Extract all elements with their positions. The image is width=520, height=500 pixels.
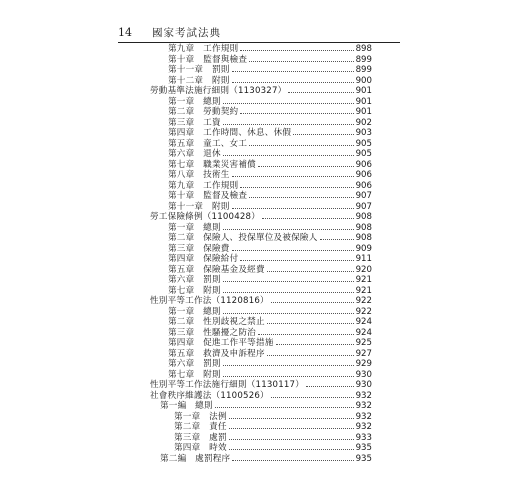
toc-entry-page: 920 bbox=[355, 264, 372, 275]
toc-entry bbox=[150, 170, 372, 181]
dot-leader bbox=[223, 103, 354, 104]
dot-leader bbox=[267, 271, 354, 272]
toc-entry-label: 第七章 附則 bbox=[168, 369, 221, 380]
dot-leader bbox=[249, 61, 353, 62]
toc-entry-label: 第一章 總則 bbox=[168, 222, 221, 233]
toc-entry bbox=[150, 212, 372, 223]
toc-entry-page: 929 bbox=[355, 359, 372, 369]
toc-entry-page: 906 bbox=[355, 170, 372, 180]
toc-entry-page: 901 bbox=[355, 107, 372, 117]
toc-entry bbox=[150, 328, 372, 339]
toc-entry bbox=[150, 317, 372, 328]
toc-entry-label: 第四章 時效 bbox=[174, 443, 227, 453]
dot-leader bbox=[288, 92, 353, 93]
toc-entry bbox=[150, 107, 372, 118]
dot-leader bbox=[223, 313, 354, 314]
toc-entry bbox=[150, 265, 372, 276]
toc-entry-label: 第七章 附則 bbox=[168, 285, 221, 296]
dot-leader bbox=[223, 365, 354, 366]
dot-leader bbox=[232, 82, 354, 83]
toc-entry-label: 第一章 法例 bbox=[174, 411, 227, 422]
dot-leader bbox=[267, 355, 354, 356]
dot-leader bbox=[249, 197, 353, 198]
dot-leader bbox=[276, 344, 354, 345]
toc-entry-page: 924 bbox=[355, 317, 372, 327]
toc-entry-page: 933 bbox=[355, 432, 372, 443]
toc-entry-page: 908 bbox=[355, 233, 372, 243]
dot-leader bbox=[240, 260, 353, 261]
header-rule bbox=[118, 42, 400, 43]
toc-entry bbox=[150, 380, 372, 391]
toc-entry bbox=[150, 118, 372, 129]
toc-entry-label: 第一編 總則 bbox=[160, 401, 213, 411]
toc-entry bbox=[150, 55, 372, 66]
dot-leader bbox=[223, 124, 354, 125]
toc-entry-page: 932 bbox=[355, 411, 372, 422]
toc-entry bbox=[150, 349, 372, 360]
toc-entry-label: 第十章 監督及檢查 bbox=[168, 191, 248, 201]
dot-leader bbox=[262, 218, 354, 219]
dot-leader bbox=[223, 281, 354, 282]
toc-entry-page: 898 bbox=[355, 44, 372, 54]
dot-leader bbox=[271, 302, 354, 303]
toc-entry bbox=[150, 307, 372, 318]
toc-entry-page: 908 bbox=[355, 212, 372, 222]
toc-entry bbox=[150, 44, 372, 55]
toc-entry bbox=[150, 97, 372, 108]
toc-entry-page: 907 bbox=[355, 191, 372, 201]
dot-leader bbox=[249, 145, 353, 146]
toc-entry bbox=[150, 254, 372, 265]
toc-entry-label: 第三章 性騷擾之防治 bbox=[168, 327, 256, 338]
toc-entry-page: 901 bbox=[355, 96, 372, 107]
toc-entry-label: 第二章 勞動契約 bbox=[168, 107, 239, 117]
table-of-contents bbox=[150, 44, 372, 464]
toc-entry bbox=[150, 359, 372, 370]
toc-entry bbox=[150, 181, 372, 192]
toc-entry-page: 927 bbox=[355, 348, 372, 359]
toc-entry bbox=[150, 149, 372, 160]
toc-entry bbox=[150, 160, 372, 171]
dot-leader bbox=[229, 449, 354, 450]
toc-entry-label: 第三章 工資 bbox=[168, 117, 221, 128]
dot-leader bbox=[229, 428, 354, 429]
toc-entry bbox=[150, 286, 372, 297]
toc-entry-label: 第二章 性別歧視之禁止 bbox=[168, 317, 265, 327]
toc-entry bbox=[150, 275, 372, 286]
toc-entry bbox=[150, 86, 372, 97]
dot-leader bbox=[267, 323, 354, 324]
toc-entry-page: 906 bbox=[355, 180, 372, 191]
toc-entry-page: 908 bbox=[355, 222, 372, 233]
dot-leader bbox=[320, 239, 354, 240]
toc-entry-page: 911 bbox=[355, 254, 372, 264]
toc-entry-page: 902 bbox=[355, 117, 372, 128]
toc-entry-label: 第七章 職業災害補償 bbox=[168, 159, 256, 170]
toc-entry-page: 905 bbox=[355, 138, 372, 149]
toc-entry bbox=[150, 338, 372, 349]
toc-entry-label: 第六章 罰則 bbox=[168, 359, 221, 369]
dot-leader bbox=[232, 460, 353, 461]
toc-entry-label: 第五章 童工、女工 bbox=[168, 138, 248, 149]
dot-leader bbox=[240, 50, 353, 51]
toc-entry bbox=[150, 76, 372, 87]
dot-leader bbox=[258, 334, 354, 335]
dot-leader bbox=[271, 397, 354, 398]
toc-entry-page: 924 bbox=[355, 327, 372, 338]
toc-entry-page: 932 bbox=[355, 422, 372, 432]
dot-leader bbox=[223, 229, 354, 230]
toc-entry-label: 第九章 工作規則 bbox=[168, 180, 239, 191]
toc-entry-label: 第四章 工作時間、休息、休假 bbox=[168, 128, 292, 138]
toc-entry bbox=[150, 370, 372, 381]
toc-entry-page: 899 bbox=[355, 65, 372, 75]
toc-entry bbox=[150, 443, 372, 454]
toc-entry-label: 第十一章 附則 bbox=[168, 201, 230, 212]
dot-leader bbox=[258, 166, 354, 167]
toc-entry-page: 930 bbox=[355, 369, 372, 380]
dot-leader bbox=[232, 208, 354, 209]
toc-entry-page: 921 bbox=[355, 275, 372, 285]
toc-entry bbox=[150, 422, 372, 433]
running-title: 國家考試法典 bbox=[152, 27, 221, 39]
toc-entry-label: 第六章 罰則 bbox=[168, 275, 221, 285]
page-header bbox=[118, 26, 388, 40]
toc-entry-page: 925 bbox=[355, 338, 372, 348]
dot-leader bbox=[232, 176, 354, 177]
dot-leader bbox=[229, 418, 354, 419]
dot-leader bbox=[306, 386, 354, 387]
toc-entry bbox=[150, 454, 372, 465]
toc-entry-label: 勞工保險條例（1100428） bbox=[150, 212, 261, 222]
dot-leader bbox=[229, 439, 354, 440]
toc-entry-label: 性別平等工作法施行細則（1130117） bbox=[150, 380, 304, 390]
toc-entry-page: 905 bbox=[355, 149, 372, 159]
toc-entry-page: 935 bbox=[355, 453, 372, 464]
toc-entry-page: 922 bbox=[355, 296, 372, 306]
toc-entry bbox=[150, 401, 372, 412]
toc-entry bbox=[150, 65, 372, 76]
toc-entry-label: 第四章 保險給付 bbox=[168, 254, 239, 264]
toc-entry bbox=[150, 202, 372, 213]
toc-entry bbox=[150, 233, 372, 244]
toc-entry-page: 932 bbox=[355, 390, 372, 401]
toc-entry-page: 900 bbox=[355, 75, 372, 86]
dot-leader bbox=[240, 187, 353, 188]
toc-entry-page: 935 bbox=[355, 443, 372, 453]
toc-entry bbox=[150, 433, 372, 444]
toc-entry bbox=[150, 296, 372, 307]
toc-entry bbox=[150, 391, 372, 402]
toc-entry-page: 932 bbox=[355, 401, 372, 411]
toc-entry-page: 899 bbox=[355, 54, 372, 65]
toc-entry-label: 第十二章 附則 bbox=[168, 75, 230, 86]
toc-entry-label: 第一章 總則 bbox=[168, 96, 221, 107]
toc-entry-label: 第一章 總則 bbox=[168, 306, 221, 317]
toc-entry bbox=[150, 223, 372, 234]
toc-entry-page: 930 bbox=[355, 380, 372, 390]
toc-entry-page: 922 bbox=[355, 306, 372, 317]
toc-entry-label: 第三章 保險費 bbox=[168, 243, 230, 254]
dot-leader bbox=[232, 71, 354, 72]
toc-entry-page: 903 bbox=[355, 128, 372, 138]
dot-leader bbox=[223, 155, 354, 156]
dot-leader bbox=[215, 407, 354, 408]
toc-entry-label: 第二編 處罰程序 bbox=[160, 453, 231, 464]
toc-entry-label: 勞動基準法施行細則（1130327） bbox=[150, 86, 287, 96]
toc-entry bbox=[150, 128, 372, 139]
toc-entry-page: 909 bbox=[355, 243, 372, 254]
toc-entry-page: 907 bbox=[355, 201, 372, 212]
toc-entry bbox=[150, 244, 372, 255]
toc-entry-page: 921 bbox=[355, 285, 372, 296]
toc-entry-label: 第六章 退休 bbox=[168, 149, 221, 159]
toc-entry bbox=[150, 139, 372, 150]
dot-leader bbox=[223, 292, 354, 293]
toc-entry-label: 第二章 責任 bbox=[174, 422, 227, 432]
dot-leader bbox=[293, 134, 353, 135]
page-number: 14 bbox=[118, 26, 132, 39]
toc-entry-label: 第三章 處罰 bbox=[174, 432, 227, 443]
toc-entry-label: 性別平等工作法（1120816） bbox=[150, 296, 269, 306]
dot-leader bbox=[223, 376, 354, 377]
toc-entry-page: 901 bbox=[355, 86, 372, 96]
dot-leader bbox=[240, 113, 353, 114]
toc-entry bbox=[150, 191, 372, 202]
toc-entry-label: 第八章 技術生 bbox=[168, 170, 230, 180]
dot-leader bbox=[232, 250, 354, 251]
toc-entry-label: 第五章 保險基金及經費 bbox=[168, 264, 265, 275]
toc-entry-label: 第十一章 罰則 bbox=[168, 65, 230, 75]
toc-entry-label: 第四章 促進工作平等措施 bbox=[168, 338, 274, 348]
toc-entry-label: 第十章 監督與檢查 bbox=[168, 54, 248, 65]
toc-entry-label: 社會秩序維護法（1100526） bbox=[150, 390, 269, 401]
toc-entry-page: 906 bbox=[355, 159, 372, 170]
toc-entry bbox=[150, 412, 372, 423]
toc-entry-label: 第二章 保險人、投保單位及被保險人 bbox=[168, 233, 318, 243]
toc-entry-label: 第五章 救濟及申訴程序 bbox=[168, 348, 265, 359]
toc-entry-label: 第九章 工作規則 bbox=[168, 44, 239, 54]
